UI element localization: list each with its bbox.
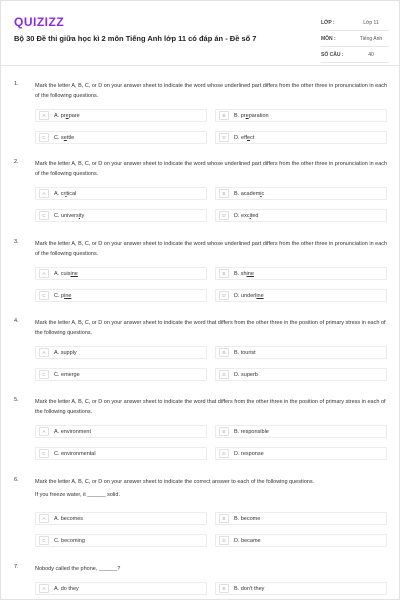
option-c[interactable] [35, 447, 207, 460]
option-letter: B [219, 348, 229, 357]
option-a[interactable] [35, 109, 207, 122]
option-letter: C [39, 536, 49, 545]
question-number: 2. [14, 159, 19, 165]
header-divider [1, 65, 400, 66]
question-text: Mark the letter A, B, C, or D on your answer sheet to indicate the word whose underlined part differs from the other three in pronunciation in each of the following questions. [35, 161, 388, 177]
option-b[interactable] [215, 267, 387, 280]
question-number: 6. [14, 477, 19, 483]
option-label: A. environment [54, 428, 91, 435]
question-stem: If you freeze water, it ______ solid. [35, 492, 120, 498]
option-label: C. settle [54, 134, 75, 141]
option-b[interactable] [215, 582, 387, 595]
option-label: B. preparation [234, 112, 269, 119]
option-letter: D [219, 211, 229, 220]
question-number: 4. [14, 318, 19, 324]
option-letter: D [219, 449, 229, 458]
option-c[interactable] [35, 289, 207, 302]
option-label: C. environmental [54, 450, 96, 457]
option-a[interactable] [35, 187, 207, 200]
meta-label: LỚP : [321, 19, 335, 26]
option-letter: A [39, 514, 49, 523]
question-number: 7. [14, 564, 19, 570]
option-label: A. becomes [54, 515, 84, 522]
option-letter: D [219, 370, 229, 379]
option-label: A. supply [54, 349, 77, 356]
option-label: A. critical [54, 190, 77, 197]
option-letter: A [39, 584, 49, 593]
option-c[interactable] [35, 131, 207, 144]
option-d[interactable] [215, 447, 387, 460]
question-number: 5. [14, 397, 19, 403]
option-d[interactable] [215, 209, 387, 222]
option-b[interactable] [215, 425, 387, 438]
meta-table [321, 15, 389, 63]
option-d[interactable] [215, 289, 387, 302]
option-label: C. university [54, 212, 85, 219]
option-letter: A [39, 427, 49, 436]
option-label: B. become [234, 515, 261, 522]
option-label: B. tourist [234, 349, 256, 356]
option-label: C. pine [54, 292, 72, 299]
option-a[interactable] [35, 425, 207, 438]
option-label: D. became [234, 537, 261, 544]
option-label: A. prepare [54, 112, 80, 119]
option-letter: B [219, 427, 229, 436]
meta-value: Tiếng Anh [359, 35, 383, 42]
option-b[interactable] [215, 346, 387, 359]
option-d[interactable] [215, 131, 387, 144]
option-a[interactable] [35, 582, 207, 595]
option-letter: B [219, 189, 229, 198]
question-number: 3. [14, 239, 19, 245]
option-c[interactable] [35, 368, 207, 381]
option-label: C. becoming [54, 537, 85, 544]
option-label: B. academic [234, 190, 265, 197]
option-letter: B [219, 514, 229, 523]
meta-value: 40 [368, 51, 374, 58]
option-label: A. do they [54, 585, 79, 592]
option-letter: D [219, 536, 229, 545]
option-a[interactable] [35, 346, 207, 359]
meta-label: SỐ CÂU : [321, 51, 344, 58]
option-letter: B [219, 269, 229, 278]
option-label: C. emerge [54, 371, 80, 378]
option-letter: C [39, 291, 49, 300]
meta-row-class [321, 15, 389, 31]
option-label: D. response [234, 450, 264, 457]
question-text: Mark the letter A, B, C, or D on your answer sheet to indicate the word whose underlined part differs from the other three in pronunciation in each of the following questions. [35, 241, 388, 257]
option-letter: A [39, 269, 49, 278]
option-d[interactable] [215, 534, 387, 547]
option-letter: C [39, 449, 49, 458]
question-text: Mark the letter A, B, C, or D on your answer sheet to indicate the word that differs from the other three in the position of primary stress in each of the following questions. [35, 320, 386, 336]
quizizz-logo: QUIZIZZ [14, 15, 65, 29]
option-letter: B [219, 584, 229, 593]
option-label: D. effect [234, 134, 255, 141]
meta-row-count [321, 47, 389, 63]
document-title: Bộ 30 Đề thi giữa học kì 2 môn Tiếng Anh lớp 11 có đáp án - Đề số 7 [14, 34, 257, 43]
option-b[interactable] [215, 109, 387, 122]
question-text: Mark the letter A, B, C, or D on your answer sheet to indicate the correct answer to each of the following questions. [35, 479, 315, 485]
option-d[interactable] [215, 368, 387, 381]
option-letter: A [39, 348, 49, 357]
option-label: A. cuisine [54, 270, 78, 277]
option-c[interactable] [35, 209, 207, 222]
question-text: Mark the letter A, B, C, or D on your answer sheet to indicate the word that differs from the other three in the position of primary stress in each of the following questions. [35, 399, 386, 415]
option-letter: A [39, 189, 49, 198]
meta-row-subject [321, 31, 389, 47]
option-letter: C [39, 133, 49, 142]
option-c[interactable] [35, 534, 207, 547]
meta-label: MÔN : [321, 35, 336, 42]
option-label: B. responsible [234, 428, 269, 435]
option-label: B. don't they [234, 585, 265, 592]
option-letter: C [39, 370, 49, 379]
option-b[interactable] [215, 512, 387, 525]
question-text: Nobody called the phone, ______? [35, 566, 121, 572]
option-label: D. superb [234, 371, 258, 378]
option-b[interactable] [215, 187, 387, 200]
option-label: B. shine [234, 270, 254, 277]
question-text: Mark the letter A, B, C, or D on your answer sheet to indicate the word whose underlined part differs from the other three in pronunciation in each of the following questions. [35, 83, 388, 99]
option-letter: C [39, 211, 49, 220]
option-letter: D [219, 133, 229, 142]
question-number: 1. [14, 81, 19, 87]
option-a[interactable] [35, 512, 207, 525]
option-a[interactable] [35, 267, 207, 280]
option-label: D. underline [234, 292, 264, 299]
option-label: D. excited [234, 212, 259, 219]
meta-value: Lớp 11 [363, 19, 379, 26]
option-letter: A [39, 111, 49, 120]
option-letter: B [219, 111, 229, 120]
option-letter: D [219, 291, 229, 300]
